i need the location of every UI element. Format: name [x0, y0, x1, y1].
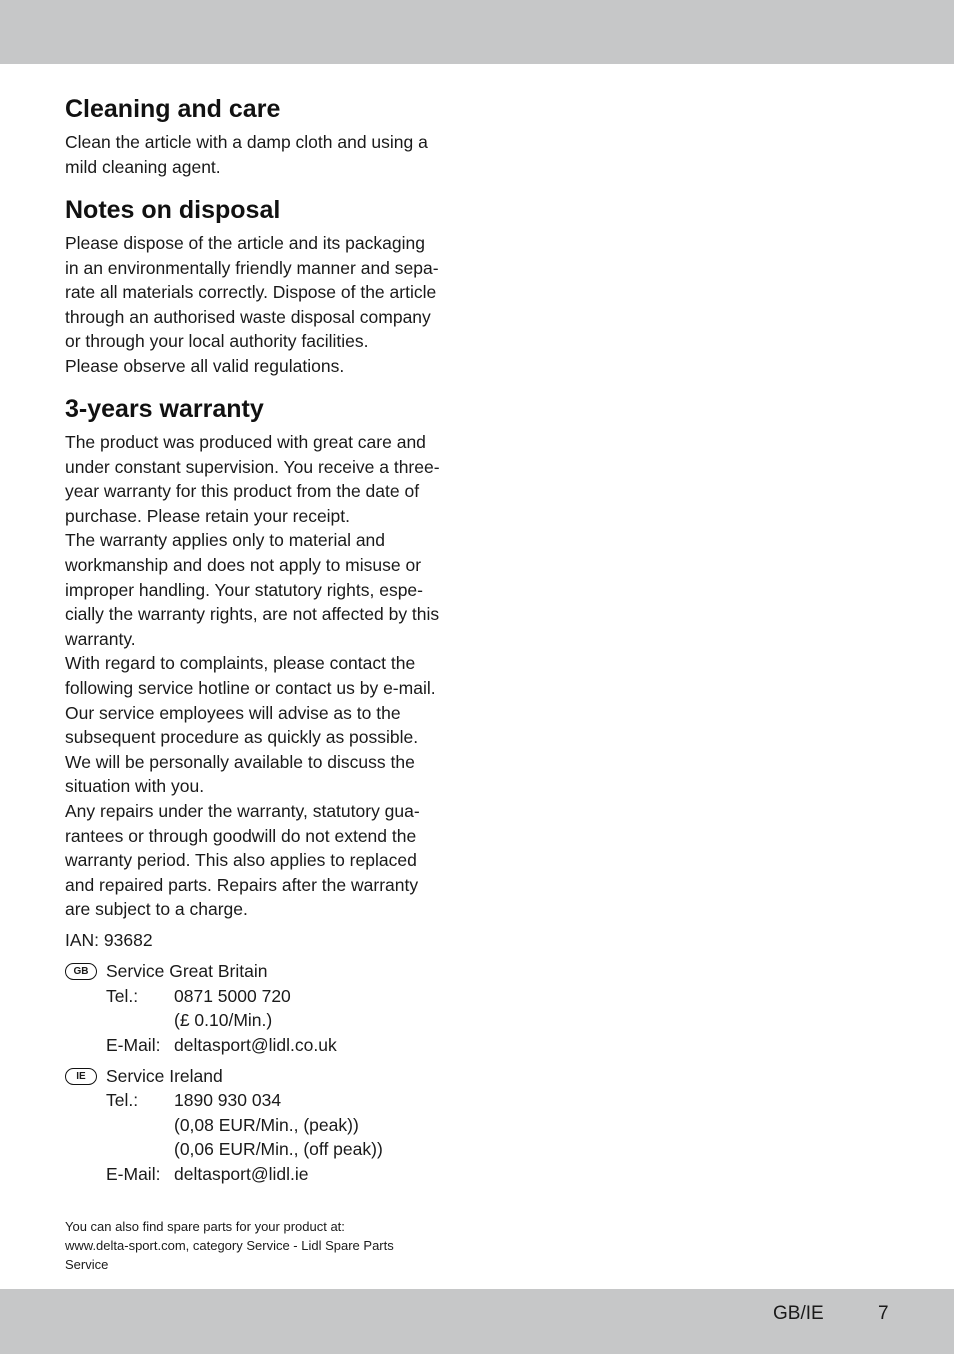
text-line: are subject to a charge.: [65, 899, 248, 920]
text-line: Any repairs under the warranty, statutory gua-: [65, 800, 420, 821]
spare-parts-note: [65, 1217, 394, 1275]
text-line: With regard to complaints, please contact the: [65, 653, 416, 674]
text-line: Please observe all valid regulations.: [65, 355, 345, 376]
text-line: and repaired parts. Repairs after the warranty: [65, 874, 419, 895]
cleaning-text: [65, 130, 428, 179]
text-line: subsequent procedure as quickly as possible.: [65, 727, 419, 748]
text-line: You can also find spare parts for your product at:: [65, 1219, 345, 1234]
service-gb-email: deltasport@lidl.co.uk: [174, 1035, 337, 1055]
text-line: or through your local authority facilities.: [65, 331, 369, 352]
service-gb-tel-label: Tel.:: [106, 986, 139, 1006]
text-line: situation with you.: [65, 776, 205, 797]
ian-number: IAN: 93682: [65, 930, 153, 950]
text-line: year warranty for this product from the date of: [65, 481, 420, 502]
text-line: Service: [65, 1257, 109, 1273]
text-line: The warranty applies only to material and: [65, 530, 386, 551]
text-line: warranty period. This also applies to replaced: [65, 850, 417, 871]
text-line: rantees or through goodwill do not extend the: [65, 825, 417, 846]
text-line: under constant supervision. You receive a three-: [65, 456, 440, 477]
service-ie-email: deltasport@lidl.ie: [174, 1164, 309, 1184]
text-line: Our service employees will advise as to the: [65, 702, 401, 723]
footer-language-code: GB/IE: [773, 1303, 824, 1324]
warranty-text: [65, 430, 440, 922]
top-header-band: [0, 0, 954, 64]
text-line: www.delta-sport.com, category Service - Lidl Spare Parts: [65, 1238, 394, 1254]
warranty-heading: 3-years warranty: [65, 395, 264, 423]
text-line: following service hotline or contact us by e-mail.: [65, 677, 436, 698]
text-line: purchase. Please retain your receipt.: [65, 505, 351, 526]
gb-country-badge-icon: GB: [65, 963, 97, 980]
text-line: Clean the article with a damp cloth and using a: [65, 132, 428, 152]
service-ie-rate-offpeak: (0,06 EUR/Min., (off peak)): [174, 1139, 383, 1159]
text-line: Please dispose of the article and its packaging: [65, 233, 425, 253]
text-line: mild cleaning agent.: [65, 156, 221, 177]
text-line: rate all materials correctly. Dispose of the article: [65, 282, 437, 303]
cleaning-heading: Cleaning and care: [65, 95, 281, 123]
service-ie-email-label: E-Mail:: [106, 1164, 161, 1184]
text-line: workmanship and does not apply to misuse or: [65, 554, 422, 575]
text-line: The product was produced with great care and: [65, 432, 426, 452]
service-ie-tel-label: Tel.:: [106, 1090, 139, 1110]
service-gb-title: Service Great Britain: [106, 961, 268, 981]
text-line: in an environmentally friendly manner and sepa-: [65, 257, 439, 278]
service-gb-tel: 0871 5000 720: [174, 986, 291, 1006]
text-line: cially the warranty rights, are not affected by this: [65, 604, 440, 625]
disposal-text: [65, 231, 439, 379]
service-ie-rate-peak: (0,08 EUR/Min., (peak)): [174, 1115, 359, 1135]
service-gb-email-label: E-Mail:: [106, 1035, 161, 1055]
service-ie-tel: 1890 930 034: [174, 1090, 282, 1110]
service-gb-rate: (£ 0.10/Min.): [174, 1010, 273, 1030]
service-ie-title: Service Ireland: [106, 1066, 223, 1086]
text-line: warranty.: [65, 628, 136, 649]
text-line: through an authorised waste disposal company: [65, 306, 431, 327]
text-line: We will be personally available to discuss the: [65, 751, 415, 772]
page-number: 7: [878, 1303, 889, 1324]
text-line: improper handling. Your statutory rights, espe-: [65, 579, 423, 600]
disposal-heading: Notes on disposal: [65, 196, 281, 224]
ie-country-badge-icon: IE: [65, 1068, 97, 1085]
